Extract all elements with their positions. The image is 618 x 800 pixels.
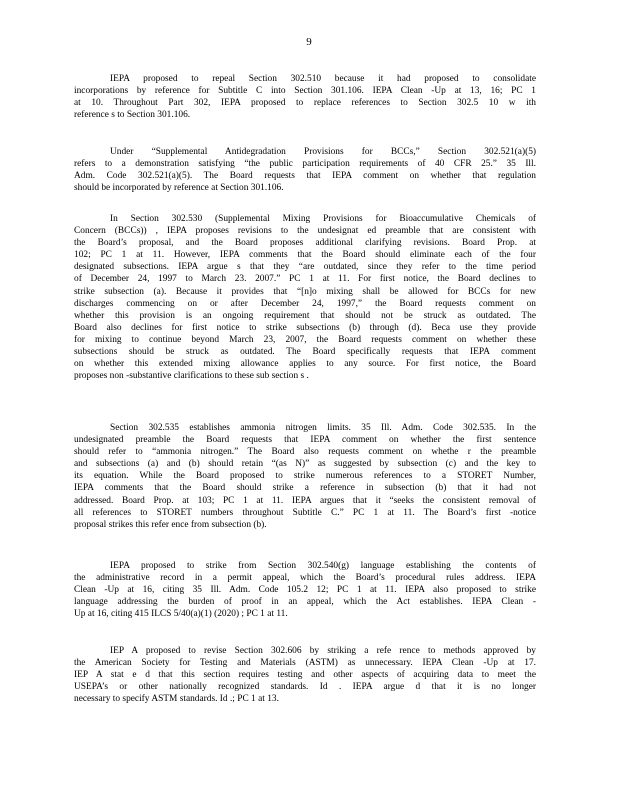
paragraph-section-302-540 [74, 560, 536, 620]
paragraph-line: proposes non -substantive clarifications to these sub section s . [74, 371, 309, 382]
paragraph-line: Section 302.535 establishes ammonia nitrogen limits. 35 Ill. Adm. Code 302.535. In the [110, 423, 536, 433]
paragraph-line: language addressing the burden of proof in an appeal, which the Act establishes. IEPA Clean - [74, 597, 536, 608]
paragraph-line: for mixing to continue beyond March 23, 2007, the Board requests comment on whether these [74, 334, 536, 345]
paragraph-repeal-302-510 [74, 73, 536, 121]
paragraph-line: designated subsections. IEPA argue s that they “are outdated, since they refer to the time period [74, 262, 536, 273]
paragraph-section-302-535 [74, 422, 536, 531]
paragraph-line: addressed. Board Prop. at 103; PC 1 at 11. IEPA argues that it “seeks the consistent removal of [74, 495, 536, 506]
paragraph-line: subsections should be struck as outdated. The Board specifically requests that IEPA comment [74, 347, 536, 358]
paragraph-line: USEPA’s or other nationally recognized standards. Id . IEPA argue d that it is no longer [74, 682, 536, 693]
paragraph-line: the American Society for Testing and Materials (ASTM) as unnecessary. IEPA Clean -Up at 17. [74, 658, 536, 669]
paragraph-line: its equation. While the Board proposed to strike numerous references to a STORET Number, [74, 471, 536, 482]
paragraph-line: should be incorporated by reference at Section 301.106. [74, 183, 284, 194]
paragraph-line: IEPA proposed to repeal Section 302.510 because it had proposed to consolidate [110, 74, 536, 84]
paragraph-line: incorporations by reference for Subtitle C into Section 301.106. IEPA Clean -Up at 13, 16; PC 1 [74, 86, 536, 97]
paragraph-line: Up at 16, citing 415 ILCS 5/40(a)(1) (2020) ; PC 1 at 11. [74, 609, 288, 620]
page-number: 9 [306, 36, 312, 48]
paragraph-line: necessary to specify ASTM standards. Id .; PC 1 at 13. [74, 694, 279, 705]
paragraph-line: Adm. Code 302.521(a)(5). The Board requests that IEPA comment on whether that regulation [74, 171, 536, 182]
paragraph-line: 102; PC 1 at 11. However, IEPA comments that the Board should eliminate each of the four [74, 250, 536, 261]
paragraph-line: and subsections (a) and (b) should retain “(as N)” as suggested by subsection (c) and the key to [74, 459, 536, 470]
paragraph-section-302-530 [74, 213, 536, 382]
paragraph-line: all references to STORET numbers throughout Subtitle C.” PC 1 at 11. The Board’s first -notice [74, 507, 536, 518]
paragraph-line: discharges commencing on or after December 24, 1997,” the Board requests comment on [74, 298, 536, 309]
paragraph-line: proposal strikes this refer ence from subsection (b). [74, 519, 267, 530]
paragraph-line: IEP A proposed to revise Section 302.606 by striking a refe rence to methods approved by [110, 646, 536, 656]
paragraph-antidegradation-bcc [74, 146, 536, 194]
paragraph-line: should refer to “ammonia nitrogen.” The Board also requests comment on whethe r the preamble [74, 447, 536, 458]
paragraph-line: the Board’s proposal, and the Board proposes additional clarifying revisions. Board Prop. at [74, 238, 536, 249]
paragraph-line: Board also declines for first notice to strike subsections (b) through (d). Beca use they provide [74, 322, 536, 333]
paragraph-line: at 10. Throughout Part 302, IEPA proposed to replace references to Section 302.5 10 w ith [74, 98, 536, 109]
paragraph-line: on whether this extended mixing allowance applies to any source. For first notice, the Board [74, 359, 536, 370]
paragraph-line: Clean -Up at 16, citing 35 Ill. Adm. Code 105.2 12; PC 1 at 11. IEPA also proposed to strike [74, 585, 536, 596]
paragraph-line: IEP A stat e d that this section requires testing and other aspects of acquiring data to meet the [74, 670, 536, 681]
paragraph-line: IEPA comments that the Board should strike a reference in subsection (b) that it had not [74, 483, 536, 494]
paragraph-line: strike subsection (a). Because it provides that “[n]o mixing shall be allowed for BCCs for new [74, 286, 536, 297]
paragraph-line: undesignated preamble the Board requests that IEPA comment on whether the first sentence [74, 435, 536, 446]
paragraph-line: In Section 302.530 (Supplemental Mixing Provisions for Bioaccumulative Chemicals of [110, 214, 536, 224]
paragraph-line: the administrative record in a permit appeal, which the Board’s procedural rules address. IEPA [74, 573, 536, 584]
paragraph-line: reference s to Section 301.106. [74, 110, 191, 121]
paragraph-line: refers to a demonstration satisfying “the public participation requirements of 40 CFR 25.” 35 Ill. [74, 159, 536, 170]
paragraph-line: Concern (BCCs)) , IEPA proposes revisions to the undesignat ed preamble that are consistent with [74, 226, 536, 237]
paragraph-line: Under “Supplemental Antidegradation Provisions for BCCs,” Section 302.521(a)(5) [110, 147, 536, 157]
paragraph-line: whether this provision is an ongoing requirement that should not be struck as outdated. The [74, 310, 536, 321]
paragraph-section-302-606 [74, 645, 536, 705]
paragraph-line: IEPA proposed to strike from Section 302.540(g) language establishing the contents of [110, 561, 536, 571]
paragraph-line: of December 24, 1997 to March 23. 2007.” PC 1 at 11. For first notice, the Board declines to [74, 274, 536, 285]
